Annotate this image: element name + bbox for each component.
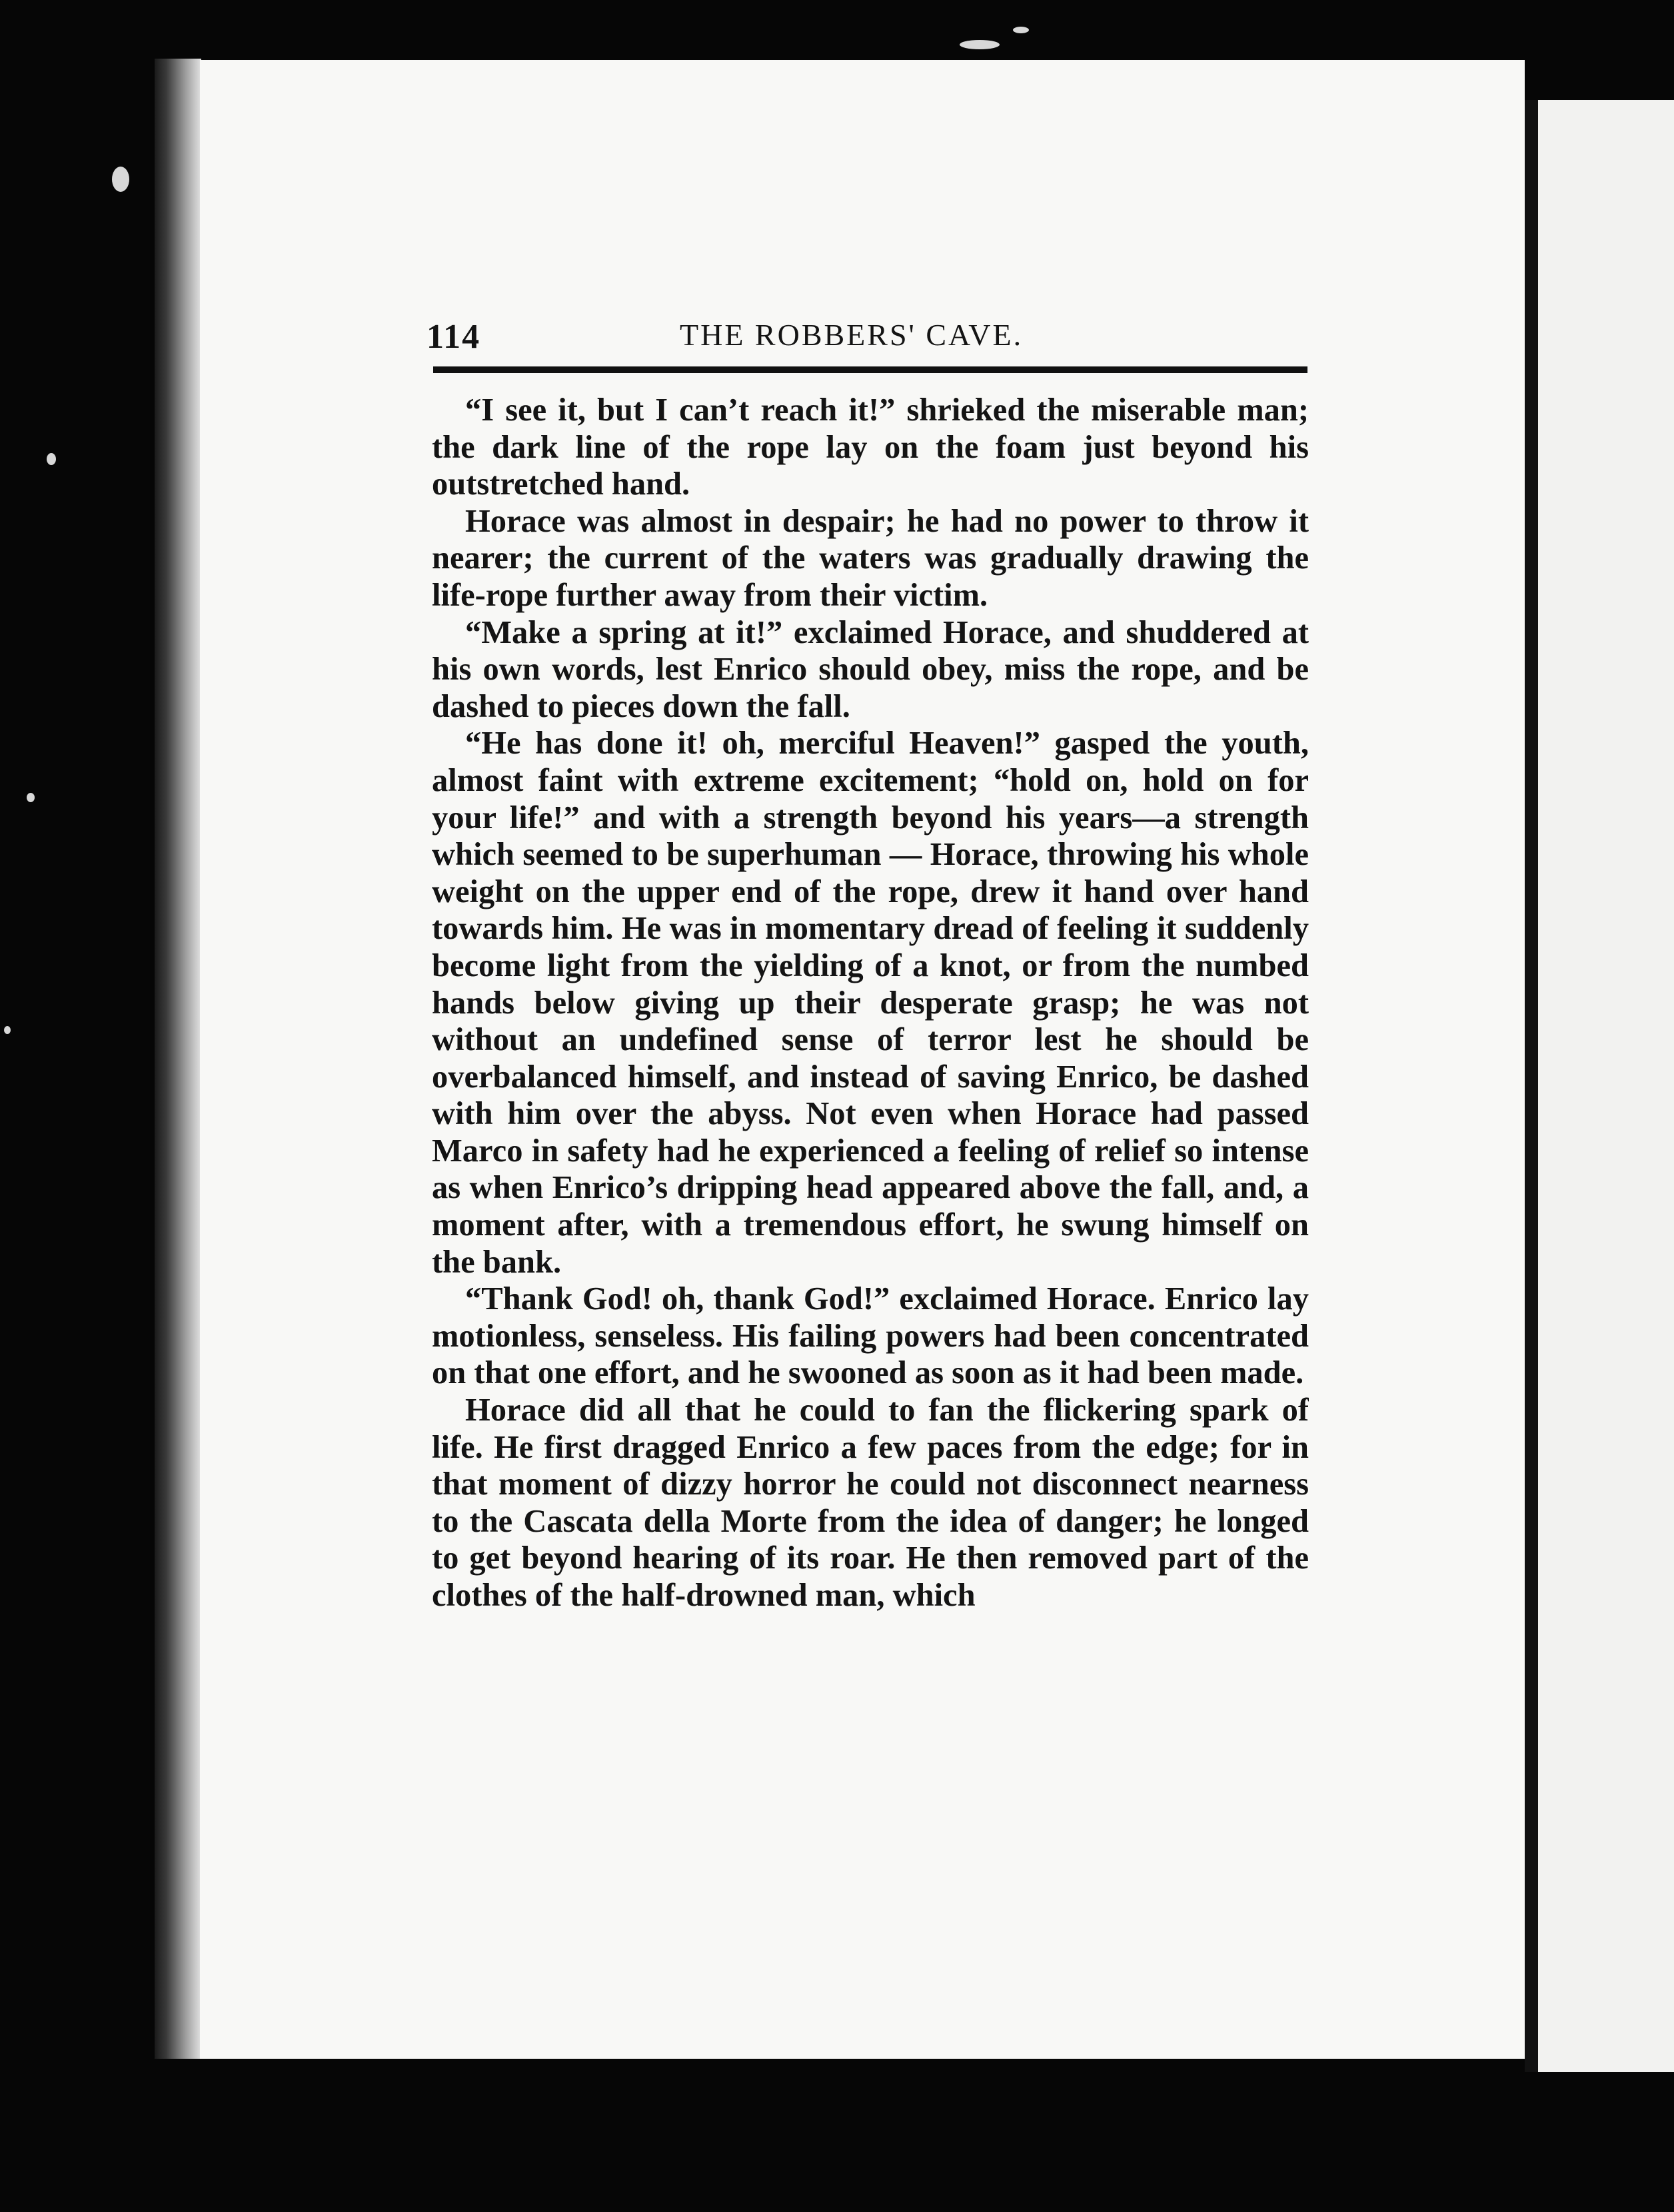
paragraph: Horace did all that he could to fan the flickering spark of life. He first dragged Enrico a few paces from the edge; for in that moment of dizzy horror he could not disconnect nearness to the Cascata della Morte from the idea of danger; he longed to get beyond hearing of its roar. He then removed part of the clothes of the half-drowned man, which [432,1392,1309,1613]
page-stack-edge [155,59,201,2059]
running-head [426,317,1313,370]
body-text [432,392,1309,1878]
page-gutter [1525,100,1538,2072]
film-speck [112,167,129,192]
film-speck [4,1026,11,1034]
paragraph: “I see it, but I can’t reach it!” shrieked the miserable man; the dark line of the rope lay on the foam just beyond his outstretched hand. [432,392,1309,502]
paragraph: “Make a spring at it!” exclaimed Horace, and shuddered at his own words, lest Enrico should obey, miss the rope, and be dashed to pieces down the fall. [432,614,1309,724]
header-rule [433,366,1307,373]
paragraph: Horace was almost in despair; he had no power to throw it nearer; the current of the waters was gradually drawing the life-rope further away from their victim. [432,503,1309,613]
adjacent-page [1538,100,1674,2072]
film-speck [1013,27,1029,33]
running-title: THE ROBBERS' CAVE. [680,318,1024,352]
page-number: 114 [426,318,481,356]
film-speck [47,453,56,465]
paragraph: “Thank God! oh, thank God!” exclaimed Horace. Enrico lay motionless, senseless. His failing powers had been concentrated on that one effort, and he swooned as soon as it had been made. [432,1281,1309,1391]
film-speck [27,793,35,802]
paragraph: “He has done it! oh, merciful Heaven!” gasped the youth, almost faint with extreme excitement; “hold on, hold on for your life!” and with a strength beyond his years—a strength which seemed to be superhuman — Horace, throwing his whole weight on the upper end of the rope, drew it hand over hand towards him. He was in momentary dread of feeling it suddenly become light from the yielding of a knot, or from the numbed hands below giving up their desperate grasp; he was not without an undefined sense of terror lest he should be overbalanced himself, and instead of saving Enrico, be dashed with him over the abyss. Not even when Horace had passed Marco in safety had he experienced a feeling of relief so intense as when Enrico’s dripping head appeared above the fall, and, a moment after, with a tremendous effort, he swung himself on the bank. [432,726,1309,1280]
film-speck [960,40,1000,49]
